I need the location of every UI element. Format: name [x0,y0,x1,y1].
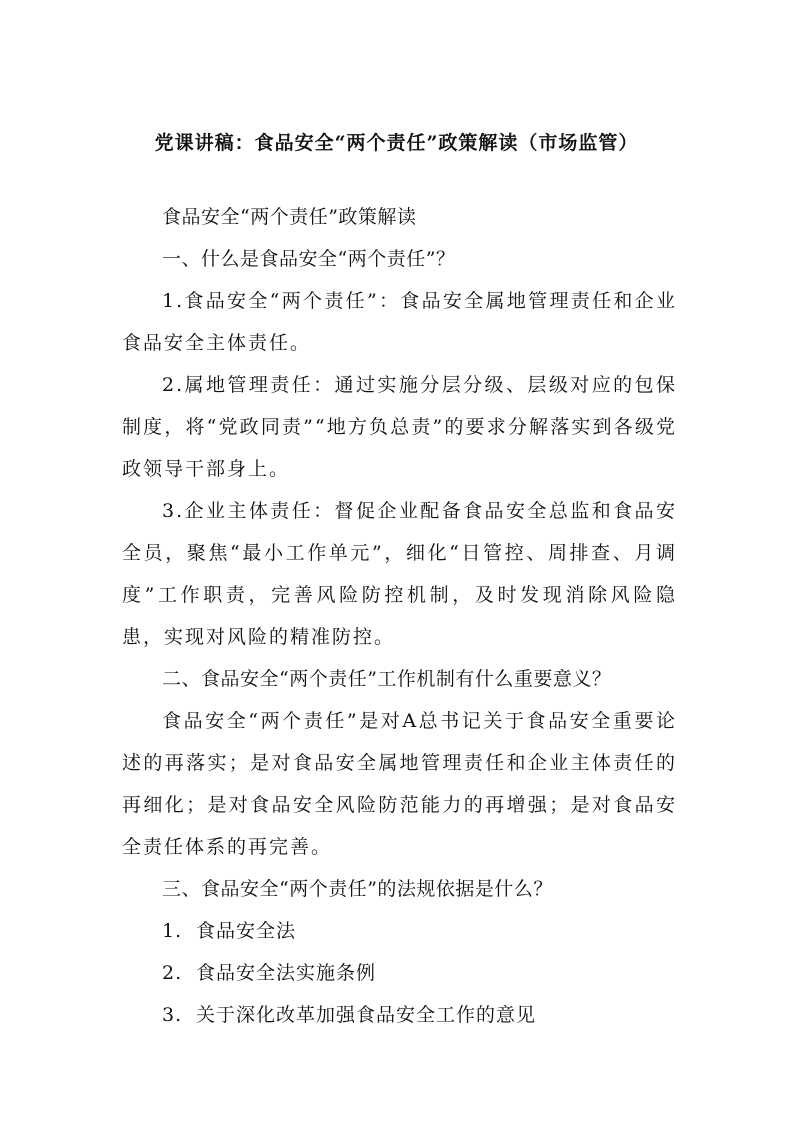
list-item [122,952,677,994]
list-item-number: 2. [162,962,183,984]
paragraph-significance: 食品安全“两个责任”是对A总书记关于食品安全重要论述的再落实；是对食品安全属地管理责任和企业主体责任的再细化；是对食品安全风险防范能力的再增强；是对食品安全责任体系的再完善。 [122,710,677,858]
list-item-number: 1. [162,920,183,942]
list-item-text: 关于深化改革加强食品安全工作的意见 [196,1004,537,1026]
list-item [122,994,677,1036]
subtitle-paragraph: 食品安全“两个责任”政策解读 [162,206,417,228]
paragraph-territorial-responsibility: 2.属地管理责任：通过实施分层分级、层级对应的包保制度，将“党政同责”“地方负总责”的要求分解落实到各级党政领导干部身上。 [122,374,677,480]
section-heading-1: 一、什么是食品安全“两个责任”？ [162,248,456,270]
list-item-text: 食品安全法实施条例 [196,962,377,984]
list-item [122,910,677,952]
list-item-text: 食品安全法 [196,920,297,942]
paragraph-enterprise-responsibility: 3.企业主体责任：督促企业配备食品安全总监和食品安全员，聚焦“最小工作单元”，细化“日管控、周排查、月调度”工作职责，完善风险防控机制，及时发现消除风险隐患，实现对风险的精准防控。 [122,500,677,648]
paragraph-definition: 1.食品安全“两个责任”：食品安全属地管理责任和企业食品安全主体责任。 [122,290,677,354]
document-title: 党课讲稿：食品安全“两个责任”政策解读（市场监管） [154,132,639,154]
list-item-number: 3. [162,1004,183,1026]
section-heading-2: 二、食品安全“两个责任”工作机制有什么重要意义？ [162,668,612,690]
section-heading-3: 三、食品安全“两个责任”的法规依据是什么？ [162,878,553,900]
document-body [122,196,677,1036]
